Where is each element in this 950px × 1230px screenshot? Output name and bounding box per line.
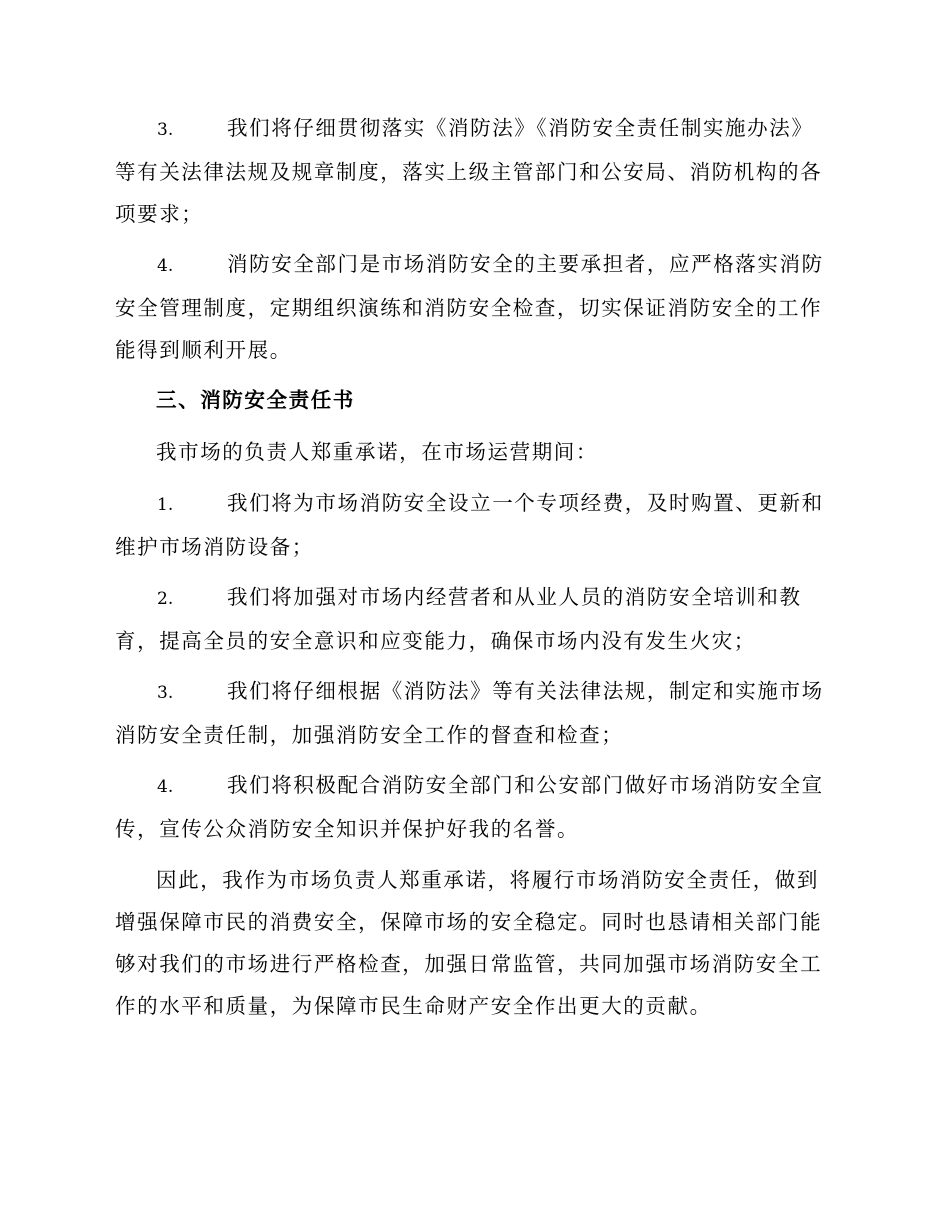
list-item <box>115 482 835 568</box>
list-number: 4. <box>157 256 174 276</box>
list-number: 2. <box>157 589 174 609</box>
list-item-text: 我们将积极配合消防安全部门和公安部门做好市场消防安全宣传，宣传公众消防安全知识并保护好我的名誉。 <box>115 773 824 841</box>
list-item <box>115 107 835 235</box>
list-item-text: 消防安全部门是市场消防安全的主要承担者，应严格落实消防安全管理制度，定期组织演练和消防安全检查，切实保证消防安全的工作能得到顺利开展。 <box>115 252 824 362</box>
list-item <box>115 764 835 850</box>
list-item-text: 我们将仔细根据《消防法》等有关法律法规，制定和实施市场消防安全责任制，加强消防安全工作的督查和检查； <box>115 679 824 747</box>
section-heading: 三、消防安全责任书 <box>156 388 355 412</box>
list-item <box>115 576 835 662</box>
list-number: 1. <box>157 495 174 515</box>
list-number: 3. <box>157 683 174 703</box>
list-number: 3. <box>157 120 174 140</box>
list-item-text: 我们将仔细贯彻落实《消防法》《消防安全责任制实施办法》等有关法律法规及规章制度，落实上级主管部门和公安局、消防机构的各项要求； <box>115 116 823 226</box>
list-number: 4. <box>157 777 174 797</box>
body-paragraph: 因此，我作为市场负责人郑重承诺，将履行市场消防安全责任，做到增强保障市民的消费安全，保障市场的安全稳定。同时也恳请相关部门能够对我们的市场进行严格检查，加强日常监管，共同加强市场消防安全工作的水平和质量，为保障市民生命财产安全作出更大的贡献。 <box>115 868 823 1018</box>
list-item <box>115 670 835 756</box>
list-item <box>115 243 835 371</box>
body-paragraph: 我市场的负责人郑重承诺，在市场运营期间： <box>156 440 598 464</box>
list-item-text: 我们将加强对市场内经营者和从业人员的消防安全培训和教育，提高全员的安全意识和应变能力，确保市场内没有发生火灾； <box>115 585 802 653</box>
list-item-text: 我们将为市场消防安全设立一个专项经费，及时购置、更新和维护市场消防设备； <box>115 491 824 559</box>
